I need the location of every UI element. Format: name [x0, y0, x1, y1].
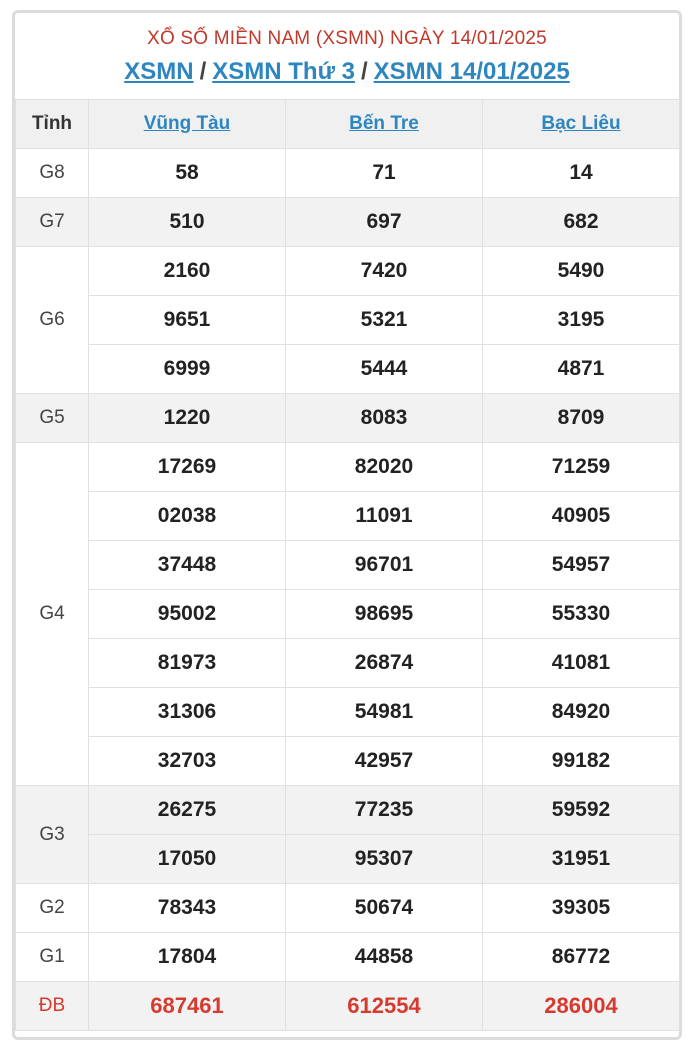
results-body	[16, 149, 680, 1031]
breadcrumb-link-xsmn-date[interactable]: XSMN 14/01/2025	[373, 58, 570, 85]
result-number: 82020	[286, 443, 483, 492]
table-header-row	[16, 100, 680, 149]
result-number: 44858	[286, 933, 483, 982]
result-number: 99182	[483, 737, 680, 786]
prize-row	[16, 541, 680, 590]
result-number: 687461	[89, 982, 286, 1031]
province-link-vung-tau[interactable]: Vũng Tàu	[143, 113, 231, 134]
province-header-bac-lieu	[483, 100, 680, 149]
result-number: 31306	[89, 688, 286, 737]
result-number: 54981	[286, 688, 483, 737]
result-number: 96701	[286, 541, 483, 590]
prize-label: G4	[16, 443, 89, 786]
result-number: 55330	[483, 590, 680, 639]
result-number: 32703	[89, 737, 286, 786]
result-number: 42957	[286, 737, 483, 786]
breadcrumb-link-xsmn[interactable]: XSMN	[124, 58, 194, 85]
result-number: 510	[89, 198, 286, 247]
result-number: 26275	[89, 786, 286, 835]
results-card	[12, 10, 682, 1040]
result-number: 17050	[89, 835, 286, 884]
prize-row	[16, 198, 680, 247]
result-number: 4871	[483, 345, 680, 394]
prize-row	[16, 247, 680, 296]
province-header-vung-tau	[89, 100, 286, 149]
prize-label: G3	[16, 786, 89, 884]
result-number: 7420	[286, 247, 483, 296]
prize-row	[16, 492, 680, 541]
prize-row	[16, 982, 680, 1031]
result-number: 9651	[89, 296, 286, 345]
result-number: 58	[89, 149, 286, 198]
prize-row	[16, 835, 680, 884]
result-number: 86772	[483, 933, 680, 982]
result-number: 1220	[89, 394, 286, 443]
breadcrumb-separator: /	[360, 58, 368, 85]
prize-row	[16, 443, 680, 492]
result-number: 84920	[483, 688, 680, 737]
result-number: 8709	[483, 394, 680, 443]
prize-label: ĐB	[16, 982, 89, 1031]
result-number: 5321	[286, 296, 483, 345]
result-number: 2160	[89, 247, 286, 296]
prize-row	[16, 394, 680, 443]
result-number: 31951	[483, 835, 680, 884]
result-number: 77235	[286, 786, 483, 835]
prize-row	[16, 884, 680, 933]
prize-label: G6	[16, 247, 89, 394]
result-number: 5490	[483, 247, 680, 296]
prize-label: G8	[16, 149, 89, 198]
result-number: 95307	[286, 835, 483, 884]
result-number: 14	[483, 149, 680, 198]
result-number: 71	[286, 149, 483, 198]
result-number: 17804	[89, 933, 286, 982]
result-number: 5444	[286, 345, 483, 394]
results-table	[15, 99, 680, 1031]
result-number: 40905	[483, 492, 680, 541]
prize-row	[16, 786, 680, 835]
result-number: 8083	[286, 394, 483, 443]
prize-row	[16, 933, 680, 982]
prize-label: G2	[16, 884, 89, 933]
prize-row	[16, 688, 680, 737]
prize-label: G7	[16, 198, 89, 247]
result-number: 50674	[286, 884, 483, 933]
province-link-ben-tre[interactable]: Bến Tre	[349, 113, 419, 134]
result-number: 286004	[483, 982, 680, 1031]
breadcrumb-separator: /	[199, 58, 207, 85]
result-number: 41081	[483, 639, 680, 688]
results-header	[15, 13, 679, 99]
prize-row	[16, 345, 680, 394]
province-header-ben-tre	[286, 100, 483, 149]
result-number: 682	[483, 198, 680, 247]
result-number: 59592	[483, 786, 680, 835]
result-number: 6999	[89, 345, 286, 394]
page-title: XỔ SỐ MIỀN NAM (XSMN) NGÀY 14/01/2025	[147, 28, 547, 49]
result-number: 02038	[89, 492, 286, 541]
breadcrumb	[15, 57, 679, 87]
prize-row	[16, 590, 680, 639]
result-number: 11091	[286, 492, 483, 541]
result-number: 71259	[483, 443, 680, 492]
prize-row	[16, 639, 680, 688]
result-number: 78343	[89, 884, 286, 933]
breadcrumb-link-xsmn-thu-3[interactable]: XSMN Thứ 3	[212, 58, 355, 85]
result-number: 81973	[89, 639, 286, 688]
prize-row	[16, 737, 680, 786]
prize-label: G5	[16, 394, 89, 443]
result-number: 612554	[286, 982, 483, 1031]
province-column-header: Tỉnh	[16, 100, 89, 149]
result-number: 697	[286, 198, 483, 247]
result-number: 95002	[89, 590, 286, 639]
prize-label: G1	[16, 933, 89, 982]
prize-row	[16, 149, 680, 198]
province-link-bac-lieu[interactable]: Bạc Liêu	[541, 113, 621, 134]
result-number: 17269	[89, 443, 286, 492]
result-number: 37448	[89, 541, 286, 590]
result-number: 39305	[483, 884, 680, 933]
result-number: 54957	[483, 541, 680, 590]
result-number: 98695	[286, 590, 483, 639]
prize-row	[16, 296, 680, 345]
result-number: 3195	[483, 296, 680, 345]
result-number: 26874	[286, 639, 483, 688]
